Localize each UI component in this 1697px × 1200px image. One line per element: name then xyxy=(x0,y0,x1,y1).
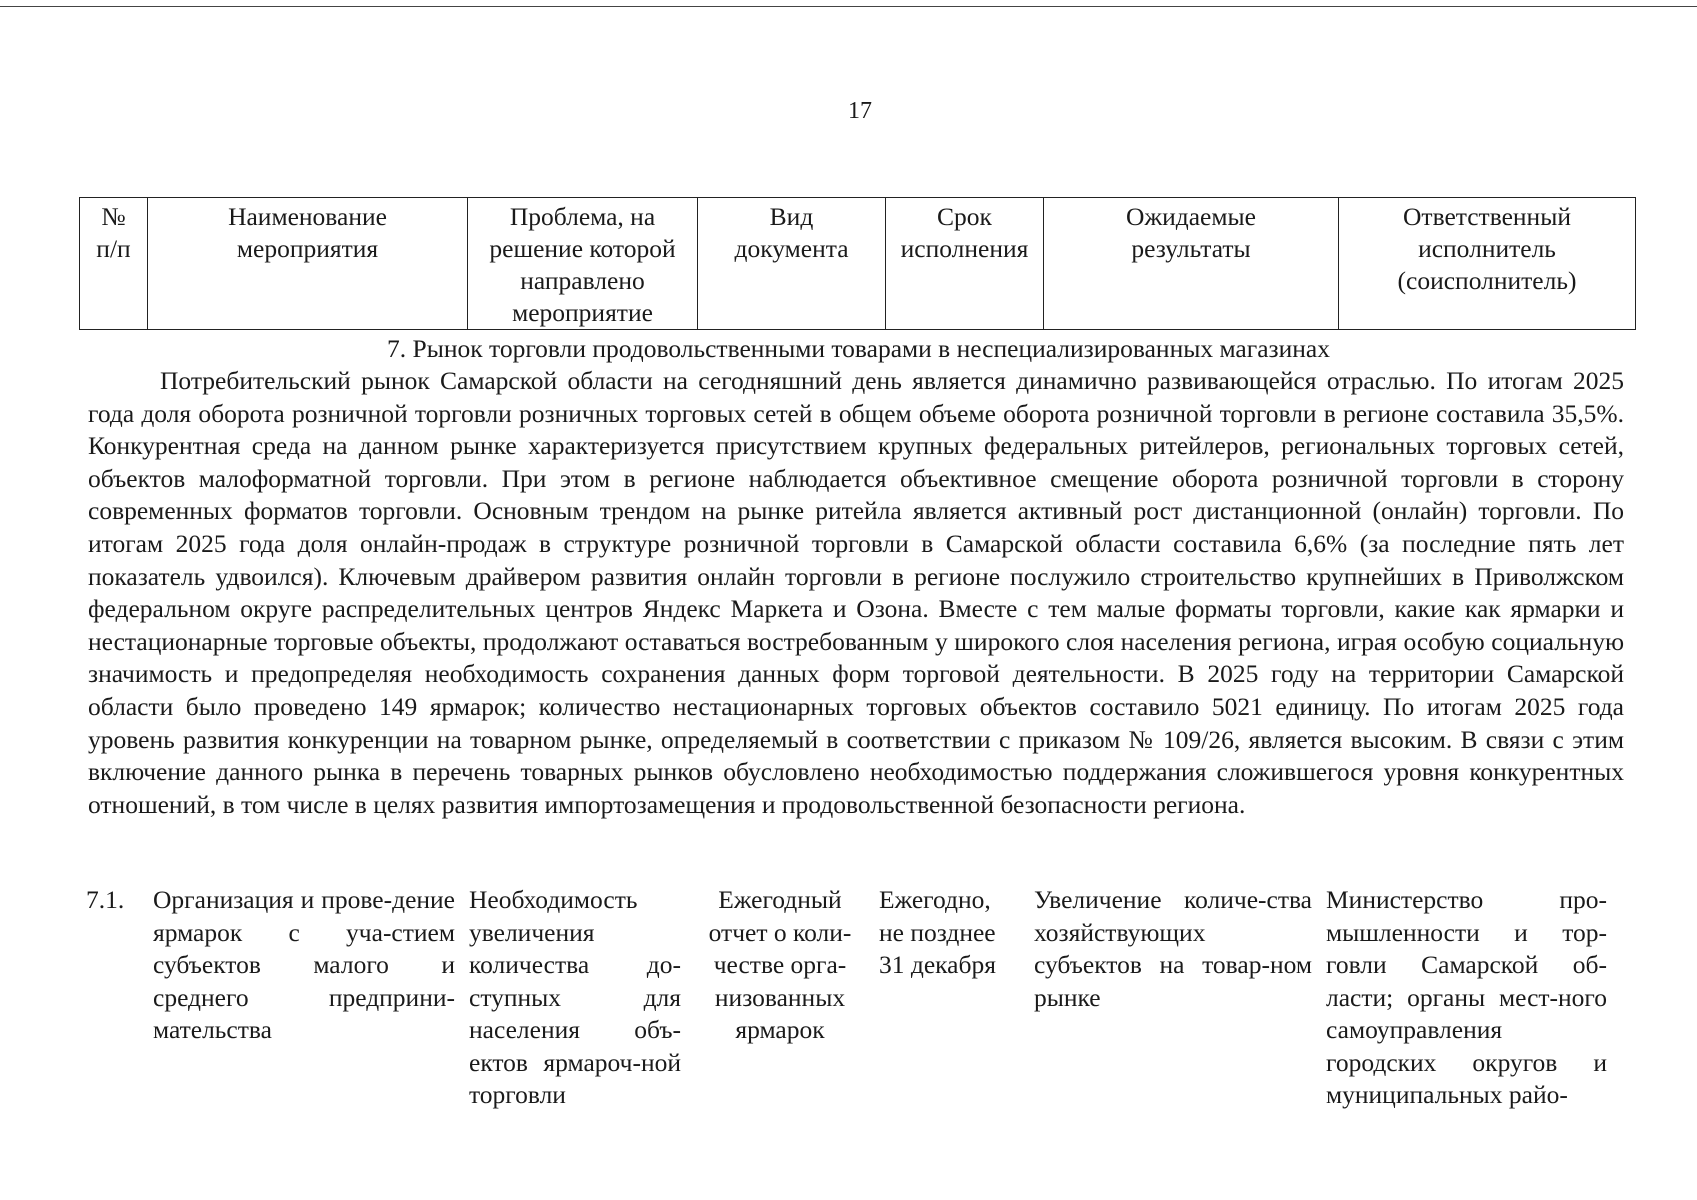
header-line: решение которой xyxy=(489,234,676,263)
header-cell-executor xyxy=(1339,198,1636,330)
page-top-rule xyxy=(0,6,1697,7)
measures-row-table xyxy=(79,884,1614,1112)
section-paragraph: Потребительский рынок Самарской области на сегодняшний день является динамично развивающейся отраслью. По итогам 2025 года доля оборота розничной торговли розничных торговых сетей в общем объеме оборота розничной торговли в регионе составила 35,5%. Конкурентная среда на данном рынке характеризуется присутствием крупных федеральных ритейлеров, региональных торговых сетей, объектов малоформатной торговли. При этом в регионе наблюдается объективное смещение оборота розничной торговли в сторону современных форматов торговли. Основным трендом на рынке ритейла является активный рост дистанционной (онлайн) торговли. По итогам 2025 года доля онлайн-продаж в структуре розничной торговли в Самарской области составила 6,6% (за последние пять лет показатель удвоился). Ключевым драйвером развития онлайн торговли в регионе послужило строительство крупнейших в Приволжском федеральном округе распределительных центров Яндекс Маркета и Озона. Вместе с тем малые форматы торговли, какие как ярмарки и нестационарные торговые объекты, продолжают оставаться востребованным у широкого слоя населения региона, играя особую социальную значимость и предопределяя необходимость сохранения данных форм торговой деятельности. В 2025 году на территории Самарской области было проведено 149 ярмарок; количество нестационарных торговых объектов составило 5021 единицу. По итогам 2025 года уровень развития конкуренции на товарном рынке, определяемый в соответствии с приказом № 109/26, является высоким. В связи с этим включение данного рынка в перечень товарных рынков обусловлено необходимостью поддержания сложившегося уровня конкурентных отношений, в том числе в целях развития импортозамещения и продовольственной безопасности региона. xyxy=(88,366,1624,819)
header-cell-doc-type xyxy=(698,198,886,330)
header-line: Вид xyxy=(769,202,814,231)
header-line: Ответственный xyxy=(1403,202,1571,231)
header-line: мероприятия xyxy=(236,234,379,263)
header-line: результаты xyxy=(1131,234,1251,263)
header-line: Наименование xyxy=(228,202,387,231)
row-problem: Необходимость увеличения количества до-ступных для населения объ-ектов ярмароч-ной торговли xyxy=(469,885,681,1109)
row-doc-type: Ежегодный отчет о коли-честве орга-низованных ярмарок xyxy=(708,885,852,1044)
row-results: Увеличение количе-ства хозяйствующих субъектов на товар-ном рынке xyxy=(1034,885,1312,1012)
header-line: направлено xyxy=(520,266,645,295)
header-row xyxy=(80,198,1636,330)
header-line: Срок xyxy=(937,202,992,231)
header-line: документа xyxy=(734,234,849,263)
header-line: Проблема, на xyxy=(509,202,656,231)
row-deadline: Ежегодно, не позднее 31 декабря xyxy=(879,885,996,979)
row-number: 7.1. xyxy=(86,885,125,914)
header-table xyxy=(79,197,1636,330)
header-line: Ожидаемые xyxy=(1126,202,1256,231)
header-cell-problem xyxy=(468,198,698,330)
row-name: Организация и прове-дение ярмарок с уча-стием субъектов малого и среднего предприни-мательства xyxy=(153,885,455,1044)
header-line: № xyxy=(101,202,126,231)
header-cell-name xyxy=(148,198,468,330)
header-cell-number xyxy=(80,198,148,330)
header-cell-results xyxy=(1044,198,1339,330)
row-executor: Министерство про-мышленности и тор-говли Самарской об-ласти; органы мест-ного самоуправления городских округов и муниципальных райо- xyxy=(1326,885,1607,1109)
page-number: 17 xyxy=(848,98,872,124)
section-title: 7. Рынок торговли продовольственными товарами в неспециализированных магазинах xyxy=(387,334,1330,363)
header-line: (соисполнитель) xyxy=(1397,266,1577,295)
table-row xyxy=(79,884,1614,1112)
header-cell-deadline xyxy=(886,198,1044,330)
header-line: мероприятие xyxy=(512,298,653,327)
header-line: исполнитель xyxy=(1418,234,1556,263)
header-line: п/п xyxy=(96,234,131,263)
header-line: исполнения xyxy=(900,234,1029,263)
